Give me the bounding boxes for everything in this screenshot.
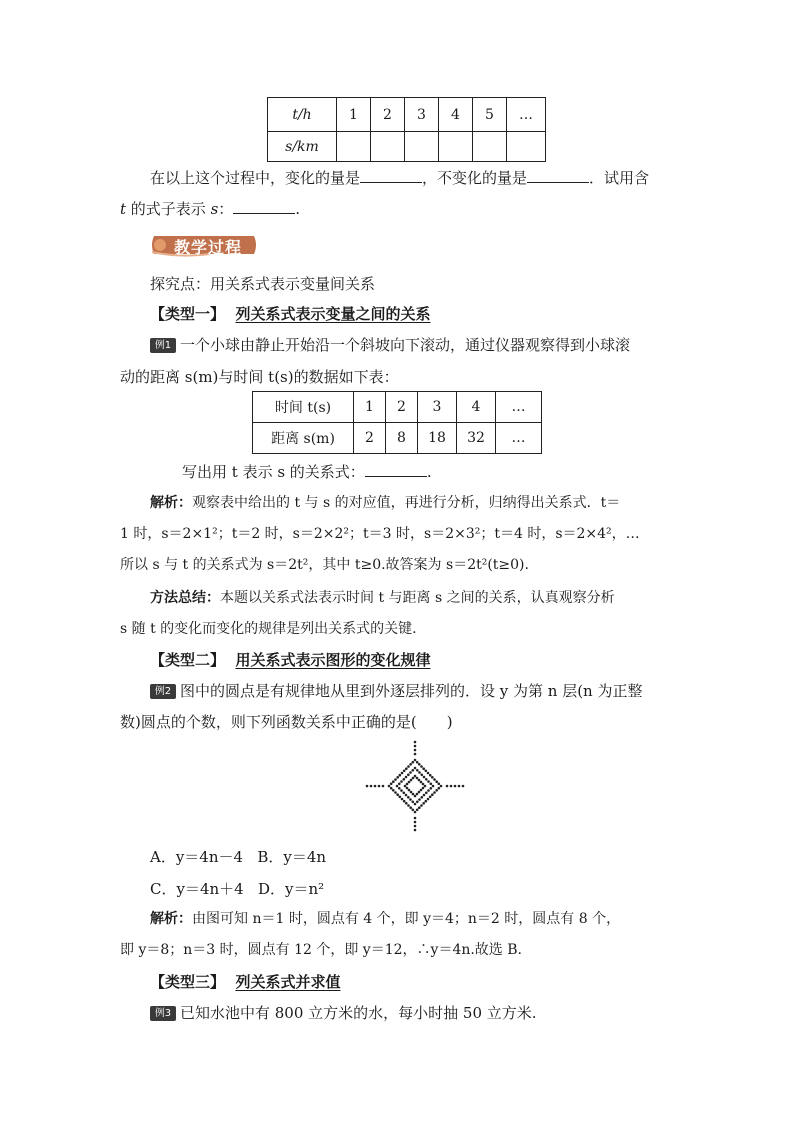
figure-dot <box>410 779 413 782</box>
figure-dot <box>427 772 430 775</box>
type-bracket: 【类型三】 <box>150 973 226 991</box>
figure-dot <box>405 802 408 805</box>
figure-dot <box>424 785 427 788</box>
figure-dot <box>438 787 441 790</box>
figure-dot <box>422 783 425 786</box>
figure-dot <box>423 794 426 797</box>
figure-dot <box>458 785 461 788</box>
figure-dot <box>416 761 419 764</box>
table-cell: 1 <box>354 392 386 423</box>
figure-dot <box>435 780 438 783</box>
figure-dot <box>435 789 438 792</box>
text: ．试用含 <box>589 169 650 187</box>
section-banner <box>150 232 260 258</box>
figure-dot <box>405 794 408 797</box>
figure-dot <box>414 749 417 752</box>
analysis-label: 解析： <box>150 911 192 927</box>
paragraph-line: s 随 t 的变化而变化的规律是列出关系式的关键. <box>120 621 417 637</box>
paragraph-line <box>150 167 649 188</box>
figure-dot <box>429 774 432 777</box>
figure-dot <box>418 771 421 774</box>
figure-dot <box>414 821 417 824</box>
table-cell <box>473 132 507 162</box>
paragraph-line <box>150 587 615 607</box>
figure-dot <box>382 785 385 788</box>
text: 的式子表示 <box>126 200 211 218</box>
figure-dot <box>408 789 411 792</box>
figure-dot <box>421 796 424 799</box>
text: . <box>426 463 432 481</box>
figure-dot <box>416 769 419 772</box>
figure-dot <box>414 775 417 778</box>
figure-dot <box>454 785 457 788</box>
table-cell: … <box>496 423 542 454</box>
figure-dot <box>403 778 406 781</box>
figure-dot <box>416 777 419 780</box>
figure-dot <box>404 785 407 788</box>
figure-dot <box>422 802 425 805</box>
figure-dot <box>420 804 423 807</box>
option-c: C．y＝4n＋4 <box>150 880 244 898</box>
table-cell: 8 <box>386 423 418 454</box>
figure-dot <box>420 765 423 768</box>
table-time-distance <box>252 391 542 454</box>
paragraph-line <box>120 198 300 219</box>
figure-dot <box>408 781 411 784</box>
figure-dot <box>427 798 430 801</box>
figure-dot <box>409 798 412 801</box>
figure-dot <box>418 806 421 809</box>
figure-dot <box>396 793 399 796</box>
figure-dot <box>400 789 403 792</box>
table-cell <box>337 132 371 162</box>
table-cell: 18 <box>418 423 457 454</box>
option-a: A．y＝4n－4 <box>150 848 244 866</box>
figure-dot <box>418 763 421 766</box>
figure-dot <box>414 829 417 832</box>
paragraph-line <box>150 1002 537 1023</box>
paragraph-line <box>182 461 432 482</box>
text: s <box>210 200 219 218</box>
table-cell: 时间 t(s) <box>253 392 354 423</box>
figure-dot <box>403 770 406 773</box>
figure-dot <box>431 776 434 779</box>
figure-dot <box>429 796 432 799</box>
answer-blank <box>233 199 295 214</box>
figure-dot <box>400 780 403 783</box>
figure-dot <box>396 776 399 779</box>
paragraph-line <box>150 908 620 928</box>
figure-dot <box>366 785 369 788</box>
figure-dot <box>430 783 433 786</box>
option-b: B．y＝4n <box>257 848 327 866</box>
figure-dot <box>412 801 415 804</box>
figure-dot <box>425 800 428 803</box>
figure-dot <box>422 787 425 790</box>
figure-dot <box>414 745 417 748</box>
figure-dot <box>407 804 410 807</box>
figure-dot <box>416 793 419 796</box>
figure-dot <box>422 767 425 770</box>
figure-dot <box>416 809 419 812</box>
example-badge: 例2 <box>150 684 176 699</box>
figure-dot <box>370 785 373 788</box>
figure-dot <box>438 783 441 786</box>
table-cell <box>439 132 473 162</box>
figure-dot <box>450 785 453 788</box>
example-badge: 例1 <box>150 338 176 353</box>
explore-heading: 探究点：用关系式表示变量间关系 <box>150 275 376 293</box>
table-t-s <box>267 97 546 162</box>
figure-dot <box>418 791 421 794</box>
figure-dot <box>433 778 436 781</box>
table-cell: t/h <box>268 98 337 132</box>
figure-dot <box>403 792 406 795</box>
table-cell <box>405 132 439 162</box>
answer-blank <box>360 168 422 183</box>
table-cell: 4 <box>439 98 473 132</box>
figure-dot <box>407 796 410 799</box>
type-title: 列关系式并求值 <box>235 973 341 991</box>
type-heading <box>150 971 340 992</box>
option-line <box>150 846 326 867</box>
figure-dot <box>403 800 406 803</box>
figure-dot <box>406 787 409 790</box>
figure-dot <box>412 809 415 812</box>
text: 图中的圆点是有规律地从里到外逐层排列的．设 y 为第 n 层(n 为正整 <box>180 682 643 700</box>
figure-dot <box>409 806 412 809</box>
figure-dot <box>431 793 434 796</box>
table-cell: … <box>507 98 546 132</box>
table-cell: 1 <box>337 98 371 132</box>
figure-dot <box>412 761 415 764</box>
figure-dot <box>399 774 402 777</box>
figure-dot <box>414 741 417 744</box>
figure-dot <box>414 803 417 806</box>
text: . <box>295 200 301 218</box>
text: 由图可知 n＝1 时，圆点有 4 个，即 y＝4；n＝2 时，圆点有 8 个， <box>192 911 621 927</box>
figure-dot <box>394 778 397 781</box>
figure-dot <box>414 817 417 820</box>
figure-dot <box>401 798 404 801</box>
nested-dot-squares-figure <box>360 738 470 834</box>
figure-dot <box>421 774 424 777</box>
option-d: D．y＝n² <box>258 880 325 898</box>
text: 观察表中给出的 t 与 s 的对应值，再进行分析，归纳得出关系式．t＝ <box>192 495 621 511</box>
figure-dot <box>423 776 426 779</box>
figure-dot <box>414 795 417 798</box>
text: 已知水池中有 800 立方米的水，每小时抽 50 立方米. <box>180 1004 537 1022</box>
paragraph-line: 数)圆点的个数，则下列函数关系中正确的是( ) <box>120 713 453 731</box>
table-cell: 32 <box>457 423 496 454</box>
figure-dot <box>392 780 395 783</box>
figure-dot <box>392 789 395 792</box>
text: 在以上这个过程中，变化的量是 <box>150 169 361 187</box>
text: 写出用 t 表示 s 的关系式： <box>182 463 365 481</box>
figure-dot <box>412 793 415 796</box>
dot-figure-group <box>366 741 465 832</box>
table-cell: 3 <box>418 392 457 423</box>
figure-dot <box>412 769 415 772</box>
table-cell: 4 <box>457 392 496 423</box>
paragraph-line: 1 时，s＝2×1²；t＝2 时，s＝2×2²；t＝3 时，s＝2×3²；t＝4 时，s＝2×4²，… <box>120 526 640 542</box>
figure-dot <box>388 785 391 788</box>
analysis-label: 解析： <box>150 495 192 511</box>
figure-dot <box>420 781 423 784</box>
figure-dot <box>414 767 417 770</box>
option-line <box>150 878 324 899</box>
figure-dot <box>414 753 417 756</box>
figure-dot <box>390 787 393 790</box>
figure-dot <box>390 783 393 786</box>
figure-dot <box>410 791 413 794</box>
type-title: 列关系式表示变量之间的关系 <box>235 305 431 323</box>
figure-dot <box>394 791 397 794</box>
figure-dot <box>396 785 399 788</box>
figure-dot <box>427 780 430 783</box>
type-title: 用关系式表示图形的变化规律 <box>235 651 431 669</box>
table-cell: 2 <box>371 98 405 132</box>
text: ，不变化的量是 <box>422 169 528 187</box>
figure-dot <box>378 785 381 788</box>
figure-dot <box>427 789 430 792</box>
figure-dot <box>405 767 408 770</box>
paragraph-line: 所以 s 与 t 的关系式为 s＝2t²，其中 t≥0.故答案为 s＝2t²(t≥0). <box>120 557 529 573</box>
table-cell: 5 <box>473 98 507 132</box>
figure-dot <box>425 792 428 795</box>
figure-dot <box>425 778 428 781</box>
summary-label: 方法总结： <box>150 590 220 606</box>
figure-dot <box>414 759 417 762</box>
figure-dot <box>418 798 421 801</box>
figure-dot <box>398 783 401 786</box>
table-cell: 3 <box>405 98 439 132</box>
answer-blank <box>365 462 427 477</box>
text: 一个小球由静止开始沿一个斜坡向下滚动，通过仪器观察得到小球滚 <box>180 336 631 354</box>
type-heading <box>150 303 430 324</box>
figure-dot <box>418 779 421 782</box>
banner-title: 教学过程 <box>174 238 243 257</box>
type-heading <box>150 649 430 670</box>
figure-dot <box>409 771 412 774</box>
table-cell: 2 <box>354 423 386 454</box>
type-bracket: 【类型二】 <box>150 651 226 669</box>
table-cell: 2 <box>386 392 418 423</box>
figure-dot <box>401 772 404 775</box>
figure-dot <box>399 796 402 799</box>
figure-dot <box>398 787 401 790</box>
paragraph-line: 即 y＝8；n＝3 时，圆点有 12 个，即 y＝12，∴y＝4n.故选 B. <box>120 942 522 958</box>
figure-dot <box>414 825 417 828</box>
paragraph-line <box>150 680 643 701</box>
figure-dot <box>430 787 433 790</box>
figure-dot <box>416 801 419 804</box>
table-cell <box>507 132 546 162</box>
figure-dot <box>406 783 409 786</box>
table-cell <box>371 132 405 162</box>
text: ： <box>218 200 234 218</box>
figure-dot <box>412 777 415 780</box>
figure-dot <box>440 785 443 788</box>
text: 本题以关系式法表示时间 t 与距离 s 之间的关系，认真观察分析 <box>220 590 615 606</box>
figure-dot <box>420 789 423 792</box>
figure-dot <box>433 791 436 794</box>
table-cell: … <box>496 392 542 423</box>
figure-dot <box>374 785 377 788</box>
paragraph-line <box>150 334 630 355</box>
figure-dot <box>414 811 417 814</box>
paragraph-line: 动的距离 s(m)与时间 t(s)的数据如下表： <box>120 368 399 386</box>
figure-dot <box>405 776 408 779</box>
figure-dot <box>407 765 410 768</box>
figure-dot <box>425 770 428 773</box>
figure-dot <box>432 785 435 788</box>
figure-dot <box>462 785 465 788</box>
example-badge: 例3 <box>150 1006 176 1021</box>
text: t <box>120 200 127 218</box>
figure-dot <box>407 774 410 777</box>
figure-dot <box>446 785 449 788</box>
table-cell: s/km <box>268 132 337 162</box>
table-cell: 距离 s(m) <box>253 423 354 454</box>
answer-blank <box>527 168 589 183</box>
paragraph-line <box>150 492 620 512</box>
figure-dot <box>409 763 412 766</box>
type-bracket: 【类型一】 <box>150 305 226 323</box>
